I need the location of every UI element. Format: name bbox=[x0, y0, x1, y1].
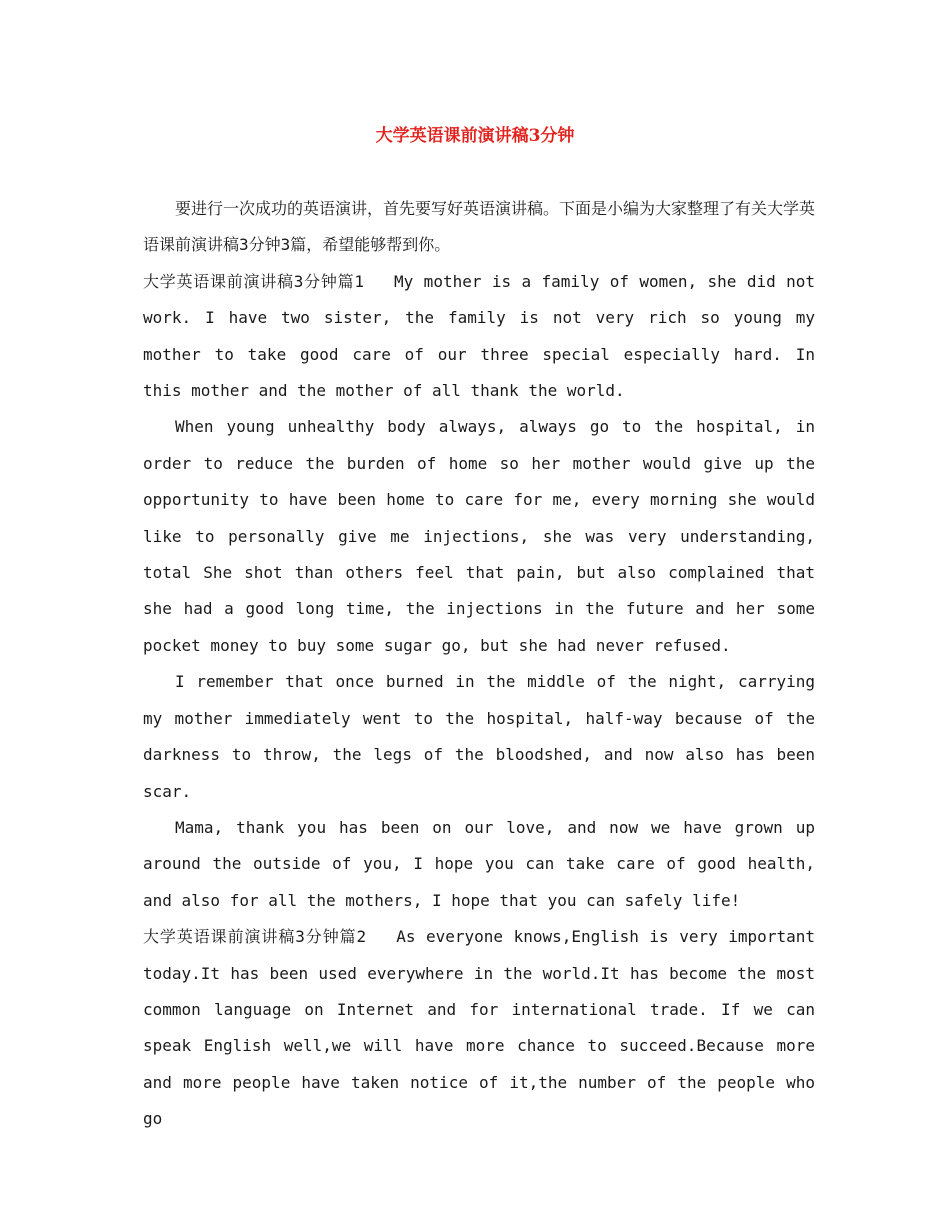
section1-paragraph-4: Mama, thank you has been on our love, and now we have grown up around the outside of you, I hope you can take care of good health, and also for all the mothers, I hope that you can safely life! bbox=[143, 817, 815, 910]
section2-paragraph-1 bbox=[143, 919, 815, 1137]
section1-heading: 大学英语课前演讲稿3分钟篇1 bbox=[143, 271, 365, 291]
section1-paragraph-2: When young unhealthy body always, always go to the hospital, in order to reduce the burden of home so her mother would give up the opportunity to have been home to care for me, every morning she would like to personally give me injections, she was very understanding, total She shot than others feel that pain, but also complained that she had a good long time, the injections in the future and her some pocket money to buy some sugar go, but she had never refused. bbox=[143, 417, 815, 655]
intro-paragraph: 要进行一次成功的英语演讲，首先要写好英语演讲稿。下面是小编为大家整理了有关大学英语课前演讲稿3分钟3篇，希望能够帮到你。 bbox=[143, 199, 816, 255]
section1-text-1: My mother is a family of women, she did not work. I have two sister, the family is not very rich so young my mother to take good care of our three special especially hard. In this mother and the mother of all thank the world. bbox=[143, 271, 815, 401]
section1-paragraph-3: I remember that once burned in the middle of the night, carrying my mother immediately went to the hospital, half-way because of the darkness to throw, the legs of the bloodshed, and now also has been scar. bbox=[143, 672, 815, 801]
section2-heading: 大学英语课前演讲稿3分钟篇2 bbox=[143, 927, 367, 947]
document-title: 大学英语课前演讲稿3分钟 bbox=[375, 126, 575, 146]
document-body bbox=[143, 191, 815, 1138]
section2-text-1: As everyone knows,English is very important today.It has been used everywhere in the world.It has become the most common language on Internet and for international trade. If we can speak English well,we will have more chance to succeed.Because more and more people have taken notice of it,the number of the people who go bbox=[143, 927, 815, 1129]
section1-paragraph-1 bbox=[143, 264, 815, 410]
